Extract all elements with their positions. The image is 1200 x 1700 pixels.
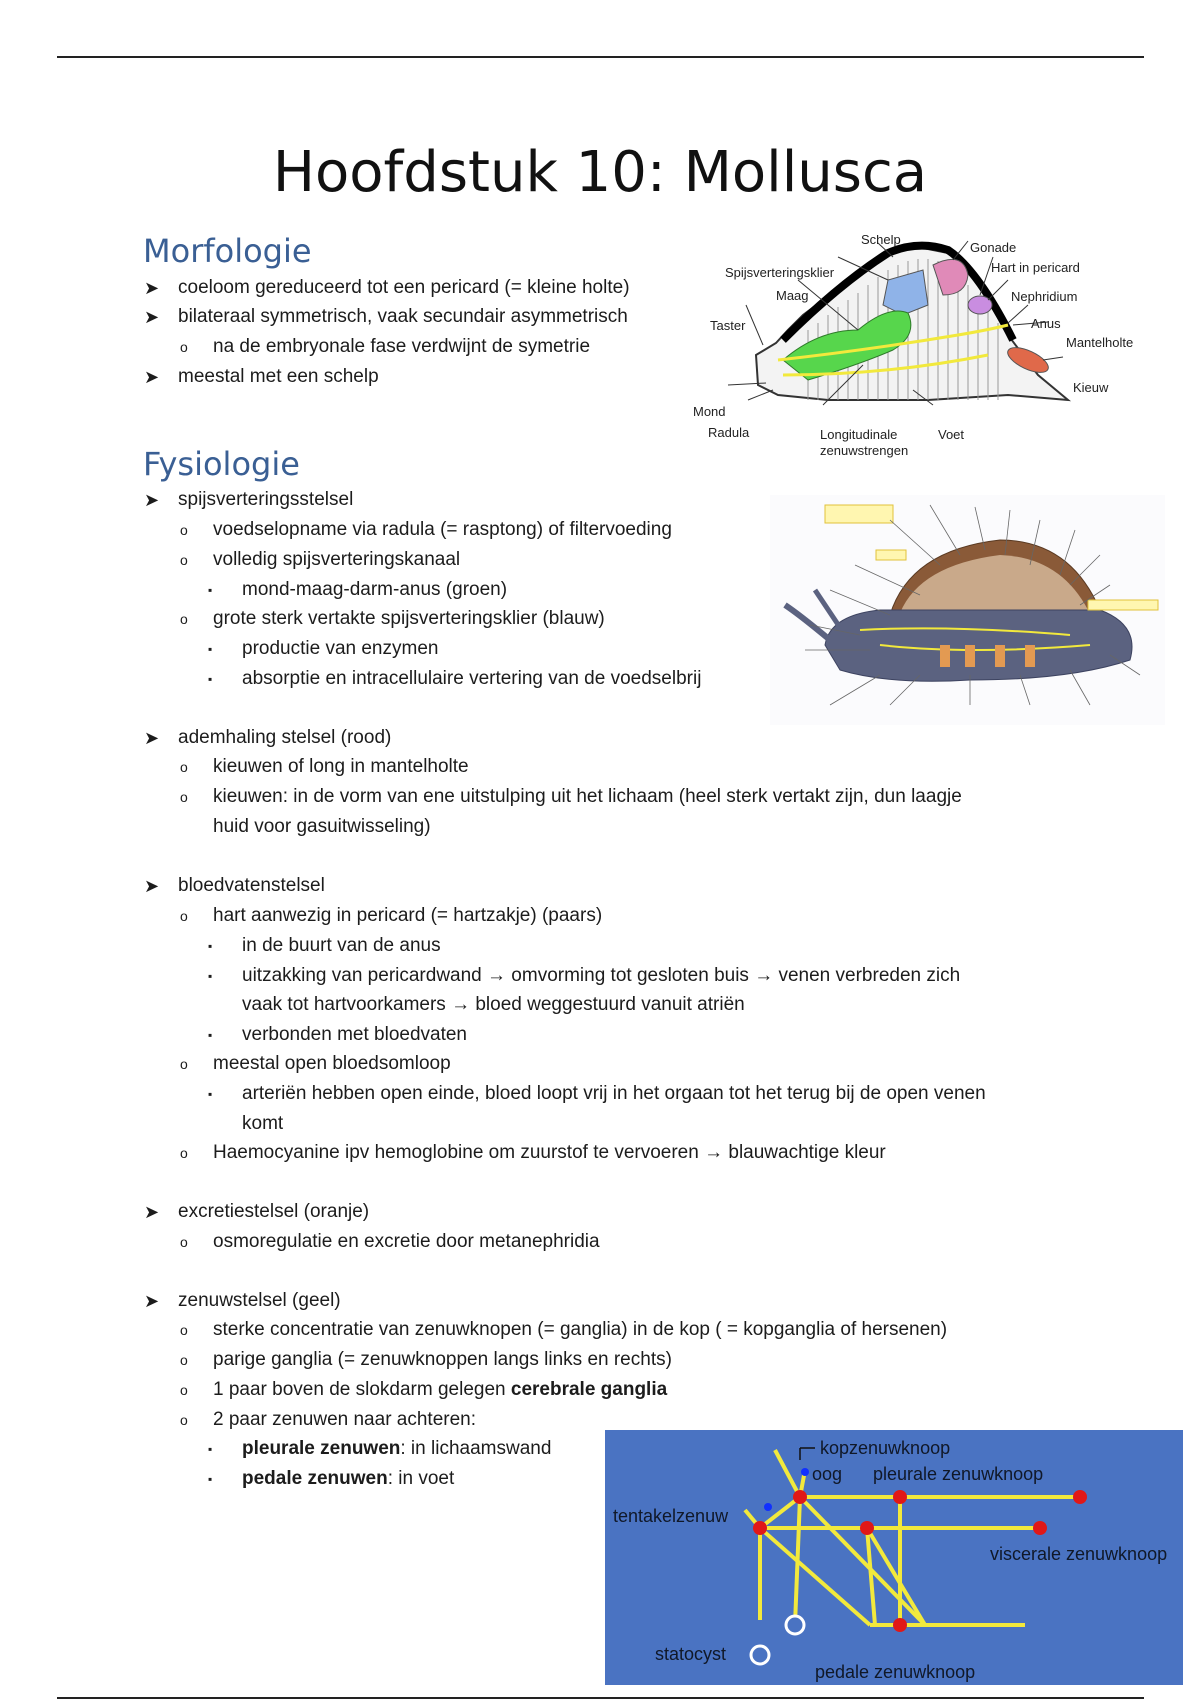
svg-text:Schelp: Schelp xyxy=(861,235,901,247)
svg-text:kopzenuwknoop: kopzenuwknoop xyxy=(820,1438,951,1458)
bullet-arrow: ➤ xyxy=(144,728,160,748)
svg-text:pedale zenuwknoop: pedale zenuwknoop xyxy=(815,1662,976,1682)
list-item: 2 paar zenuwen naar achteren: xyxy=(213,1409,477,1430)
bullet-square: ▪ xyxy=(208,969,213,983)
list-item: hart aanwezig in pericard (= hartzakje) (paars) xyxy=(213,905,603,926)
bottom-rule xyxy=(57,1697,1144,1699)
bullet-circle: o xyxy=(180,552,188,568)
list-item: osmoregulatie en excretie door metanephridia xyxy=(213,1231,600,1252)
bullet-circle: o xyxy=(180,1382,188,1398)
list-item: ademhaling stelsel (rood) xyxy=(178,727,392,748)
bullet-circle: o xyxy=(180,759,188,775)
list-item: bilateraal symmetrisch, vaak secundair asymmetrisch xyxy=(178,306,628,327)
list-item: volledig spijsverteringskanaal xyxy=(213,549,461,570)
svg-text:Kieuw: Kieuw xyxy=(1073,380,1109,395)
svg-text:Gonade: Gonade xyxy=(970,240,1017,255)
bullet-arrow: ➤ xyxy=(144,1291,160,1311)
bullet-arrow: ➤ xyxy=(144,307,160,327)
bullet-square: ▪ xyxy=(208,1472,213,1486)
bullet-circle: o xyxy=(180,1234,188,1250)
bullet-square: ▪ xyxy=(208,672,213,686)
bullet-arrow: ➤ xyxy=(144,1202,160,1222)
bullet-square: ▪ xyxy=(208,642,213,656)
ganglion-dot xyxy=(753,1521,767,1535)
bullet-circle: o xyxy=(180,789,188,805)
svg-text:statocyst: statocyst xyxy=(655,1644,727,1664)
mollusc-anatomy-figure xyxy=(688,235,1160,470)
list-item: pleurale zenuwen: in lichaamswand xyxy=(242,1438,552,1459)
ganglion-dot xyxy=(893,1490,907,1504)
svg-text:Longitudinale: Longitudinale xyxy=(820,427,898,442)
list-item: grote sterk vertakte spijsverteringsklier (blauw) xyxy=(213,608,605,629)
page-title: Hoofdstuk 10: Mollusca xyxy=(272,140,928,205)
bullet-circle: o xyxy=(180,339,188,355)
list-item: productie van enzymen xyxy=(242,638,439,659)
list-item: pedale zenuwen: in voet xyxy=(242,1468,455,1489)
svg-text:pleurale zenuwknoop: pleurale zenuwknoop xyxy=(873,1464,1044,1484)
bullet-arrow: ➤ xyxy=(144,367,160,387)
list-item: meestal open bloedsomloop xyxy=(213,1053,451,1074)
list-item: zenuwstelsel (geel) xyxy=(178,1290,341,1311)
ganglion-dot xyxy=(860,1521,874,1535)
list-item: spijsverteringsstelsel xyxy=(178,489,354,510)
svg-text:Voet: Voet xyxy=(938,427,965,442)
ganglion-dot xyxy=(1073,1490,1087,1504)
list-item: sterke concentratie van zenuwknopen (= ganglia) in de kop ( = kopganglia of hersenen) xyxy=(213,1319,948,1340)
heart-icon xyxy=(968,296,992,314)
list-item: kieuwen of long in mantelholte xyxy=(213,756,469,777)
bullet-square: ▪ xyxy=(208,1028,213,1042)
list-item: in de buurt van de anus xyxy=(242,935,441,956)
bullet-square: ▪ xyxy=(208,1087,213,1101)
bullet-arrow: ➤ xyxy=(144,278,160,298)
bullet-circle: o xyxy=(180,1145,188,1161)
list-item: Haemocyanine ipv hemoglobine om zuurstof te vervoeren → blauwachtige kleur xyxy=(213,1142,886,1163)
statocyst-icon xyxy=(751,1646,769,1664)
list-item: voedselopname via radula (= rasptong) of filtervoeding xyxy=(213,519,672,540)
ganglion-dot xyxy=(793,1490,807,1504)
list-item: uitzakking van pericardwand → omvorming tot gesloten buis → venen verbreden zich xyxy=(242,965,961,986)
bullet-circle: o xyxy=(180,1412,188,1428)
svg-text:Mond: Mond xyxy=(693,404,726,419)
bullet-square: ▪ xyxy=(208,583,213,597)
list-item: komt xyxy=(242,1113,284,1134)
list-item: kieuwen: in de vorm van ene uitstulping uit het lichaam (heel sterk vertakt zijn, dun laagje xyxy=(213,786,962,807)
list-item: coeloom gereduceerd tot een pericard (= kleine holte) xyxy=(178,277,630,298)
bullet-square: ▪ xyxy=(208,1442,213,1456)
svg-text:Maag: Maag xyxy=(776,288,809,303)
bullet-arrow: ➤ xyxy=(144,490,160,510)
snail-anatomy-figure xyxy=(770,495,1165,725)
svg-text:Anus: Anus xyxy=(1031,316,1061,331)
ganglion-dot xyxy=(1033,1521,1047,1535)
eye-icon xyxy=(801,1468,809,1476)
svg-text:viscerale zenuwknoop: viscerale zenuwknoop xyxy=(990,1544,1168,1564)
bullet-circle: o xyxy=(180,1056,188,1072)
svg-text:oog: oog xyxy=(812,1464,843,1484)
svg-text:Mantelholte: Mantelholte xyxy=(1066,335,1134,350)
top-rule xyxy=(57,56,1144,58)
bullet-circle: o xyxy=(180,1352,188,1368)
svg-text:Nephridium: Nephridium xyxy=(1011,289,1078,304)
nerve-system-diagram xyxy=(605,1430,1183,1685)
list-item: bloedvatenstelsel xyxy=(178,875,325,896)
list-item: meestal met een schelp xyxy=(178,366,379,387)
bullet-circle: o xyxy=(180,908,188,924)
section-heading-morfologie: Morfologie xyxy=(143,232,312,270)
list-item: 1 paar boven de slokdarm gelegen cerebrale ganglia xyxy=(213,1379,668,1400)
bullet-circle: o xyxy=(180,611,188,627)
svg-text:Taster: Taster xyxy=(710,318,746,333)
eye-icon xyxy=(764,1503,772,1511)
bullet-square: ▪ xyxy=(208,939,213,953)
list-item: verbonden met bloedvaten xyxy=(242,1024,467,1045)
list-item: na de embryonale fase verdwijnt de symetrie xyxy=(213,336,591,357)
bullet-circle: o xyxy=(180,522,188,538)
list-item: mond-maag-darm-anus (groen) xyxy=(242,579,508,600)
list-item: excretiestelsel (oranje) xyxy=(178,1201,370,1222)
svg-text:tentakelzenuw: tentakelzenuw xyxy=(613,1506,729,1526)
svg-text:zenuwstrengen: zenuwstrengen xyxy=(820,443,909,458)
bullet-arrow: ➤ xyxy=(144,876,160,896)
list-item: arteriën hebben open einde, bloed loopt vrij in het orgaan tot het terug bij de open venen xyxy=(242,1083,986,1104)
list-item: parige ganglia (= zenuwknoppen langs links en rechts) xyxy=(213,1349,672,1370)
svg-text:Spijsverteringsklier: Spijsverteringsklier xyxy=(725,265,835,280)
list-item: vaak tot hartvoorkamers → bloed weggestuurd vanuit atriën xyxy=(242,994,745,1015)
list-item: huid voor gasuitwisseling) xyxy=(213,816,431,837)
bullet-circle: o xyxy=(180,1322,188,1338)
section-heading-fysiologie: Fysiologie xyxy=(143,445,300,483)
statocyst-icon xyxy=(786,1616,804,1634)
svg-text:Radula: Radula xyxy=(708,425,750,440)
list-item: absorptie en intracellulaire vertering van de voedselbrij xyxy=(242,668,702,689)
ganglion-dot xyxy=(893,1618,907,1632)
svg-text:Hart in pericard: Hart in pericard xyxy=(991,260,1080,275)
